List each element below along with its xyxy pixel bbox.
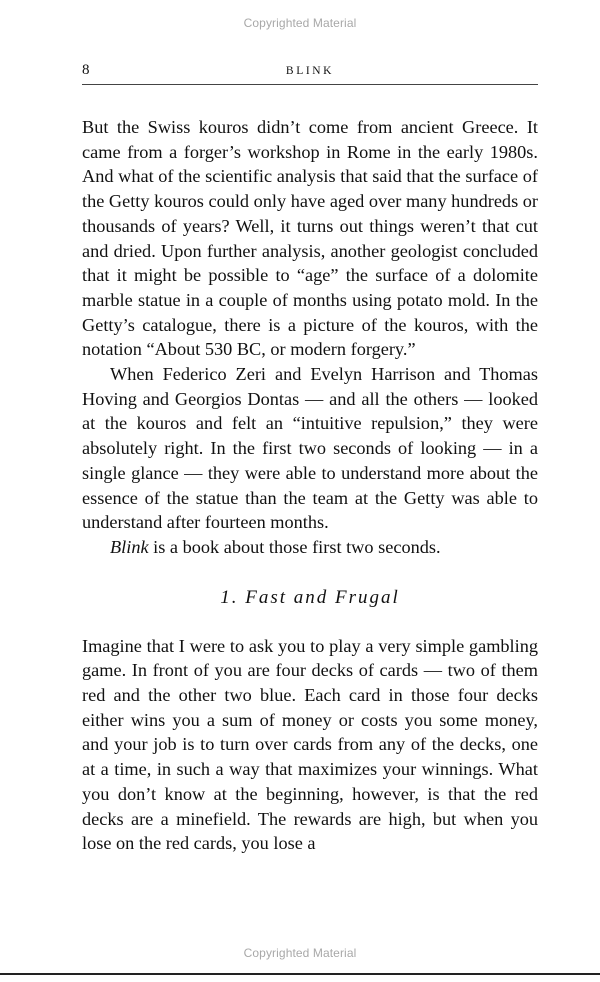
book-title-italic: Blink: [110, 536, 149, 557]
paragraph-experts: When Federico Zeri and Evelyn Harrison and Thomas Hoving and Georgios Dontas — and all the others — looked at the kouros and felt an “intuitive repulsion,” they were absolutely right. In the first two seconds of looking — in a single glance — they were able to understand more about the essence of the statue than the team at the Getty was able to understand after fourteen months.: [82, 364, 538, 533]
paragraph-gambling-game: Imagine that I were to ask you to play a very simple gambling game. In front of you are four decks of cards — two of them red and the other two blue. Each card in those four decks either wins you a sum of money or costs you some money, and your job is to turn over cards from any of the decks, one at a time, in such a way that maximizes your winnings. What you don’t know at the beginning, however, is that the red decks are a minefield. The rewards are high, but when you lose on the red cards, you lose a: [82, 635, 538, 854]
bottom-rule: [0, 973, 600, 975]
book-title: BLINK: [285, 65, 335, 77]
section-heading: 1. Fast and Frugal: [220, 586, 400, 608]
paragraph-swiss-kouros: But the Swiss kouros didn’t come from ancient Greece. It came from a forger’s workshop in Rome in the early 1980s. And what of the scientific analysis that said that the surface of the Getty kouros could only have aged over many hundreds or thousands of years? Well, it turns out things weren’t that cut and dried. Upon further analysis, another geologist concluded that it might be possible to “age” the surface of a dolomite marble statue in a couple of months using potato mold. In the Getty’s catalogue, there is a picture of the kouros, with the notation “About 530 BC, or modern forgery.”: [82, 117, 538, 360]
paragraph-blink-rest: is a book about those first two seconds.: [148, 536, 441, 557]
paragraph-blink: [82, 535, 538, 560]
body-text: [82, 115, 538, 856]
page-number: 8: [82, 62, 90, 78]
copyright-watermark-bottom: Copyrighted Material: [243, 946, 357, 960]
running-head: [82, 62, 538, 85]
copyright-watermark-top: Copyrighted Material: [243, 16, 357, 30]
